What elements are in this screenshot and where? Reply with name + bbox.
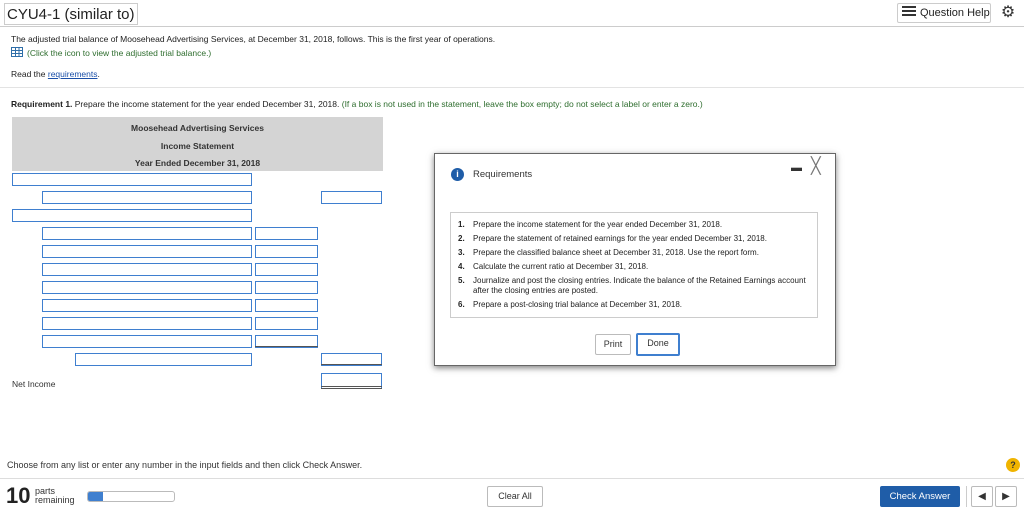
label-select[interactable] (12, 173, 252, 186)
page-title: CYU4-1 (similar to) (4, 3, 138, 25)
label-select[interactable] (75, 353, 252, 366)
item-number: 4. (458, 262, 465, 271)
table-icon[interactable] (11, 47, 23, 59)
item-number: 6. (458, 300, 465, 309)
footer-divider (0, 478, 1024, 479)
gear-icon[interactable]: ⚙ (1000, 4, 1016, 21)
label-select[interactable] (42, 227, 252, 240)
previous-button[interactable]: ◀ (971, 486, 993, 507)
label-select[interactable] (42, 317, 252, 330)
parts-remaining-count: 10 (6, 483, 31, 508)
parts-remaining-label (35, 487, 75, 505)
read-prefix: Read the (11, 69, 48, 79)
label-select[interactable] (42, 245, 252, 258)
progress-bar (87, 491, 175, 502)
subtotal-underline (255, 346, 318, 347)
clear-all-button[interactable]: Clear All (487, 486, 543, 507)
item-text: Prepare the statement of retained earnings for the year ended December 31, 2018. (473, 234, 767, 243)
instruction-text: Choose from any list or enter any number in the input fields and then click Check Answer. (7, 460, 363, 470)
dialog-title: Requirements (473, 169, 533, 180)
help-icon[interactable]: ? (1006, 458, 1020, 472)
label-select[interactable] (42, 263, 252, 276)
requirement-label: Requirement 1. (11, 99, 73, 109)
label-select[interactable] (42, 281, 252, 294)
total-underline (321, 364, 382, 365)
requirement-text: Prepare the income statement for the year ended December 31, 2018. (72, 99, 342, 109)
item-text: Prepare a post-closing trial balance at December 31, 2018. (473, 300, 683, 309)
statement-period: Year Ended December 31, 2018 (134, 158, 261, 168)
question-help-button[interactable] (897, 3, 991, 23)
amount-input[interactable] (321, 191, 382, 204)
amount-input[interactable] (255, 263, 318, 276)
section-divider (0, 87, 1024, 88)
parts-label: parts (35, 486, 56, 496)
list-icon (902, 4, 916, 22)
item-number: 5. (458, 276, 465, 285)
next-button[interactable]: ▶ (995, 486, 1017, 507)
statement-name: Income Statement (160, 141, 235, 151)
label-select[interactable] (42, 191, 252, 204)
question-help-label: Question Help (920, 7, 990, 19)
trial-balance-link-text: (Click the icon to view the adjusted trial balance.) (27, 48, 212, 58)
item-text: Journalize and post the closing entries. Indicate the balance of the Retained Earnings account after the closing entries are posted. (473, 276, 806, 295)
button-separator (966, 486, 967, 507)
company-name: Moosehead Advertising Services (131, 123, 264, 133)
header-divider (0, 26, 1024, 27)
label-select[interactable] (42, 335, 252, 348)
amount-input[interactable] (255, 299, 318, 312)
print-button[interactable]: Print (595, 334, 631, 355)
intro-text: The adjusted trial balance of Moosehead Advertising Services, at December 31, 2018, follows. This is the first year of operations. (11, 34, 496, 44)
close-icon[interactable]: ╳ (811, 158, 821, 175)
item-text: Prepare the income statement for the year ended December 31, 2018. (473, 220, 723, 229)
remaining-label: remaining (35, 495, 75, 505)
amount-input[interactable] (255, 227, 318, 240)
item-number: 1. (458, 220, 465, 229)
requirements-link[interactable]: requirements (47, 69, 98, 79)
requirement-note: (If a box is not used in the statement, leave the box empty; do not select a label or enter a zero.) (341, 99, 703, 109)
item-number: 2. (458, 234, 465, 243)
requirements-list (450, 212, 818, 318)
requirements-dialog (434, 153, 836, 366)
done-button[interactable]: Done (636, 333, 680, 356)
item-text: Prepare the classified balance sheet at December 31, 2018. Use the report form. (473, 248, 759, 257)
item-text: Calculate the current ratio at December 31, 2018. (473, 262, 649, 271)
double-underline-1 (321, 386, 382, 387)
statement-header (12, 117, 383, 171)
net-income-label: Net Income (12, 379, 56, 389)
trial-balance-link[interactable] (11, 47, 211, 59)
double-underline-2 (321, 388, 382, 389)
read-requirements (11, 69, 100, 79)
check-answer-button[interactable]: Check Answer (880, 486, 960, 507)
item-number: 3. (458, 248, 465, 257)
label-select[interactable] (12, 209, 252, 222)
amount-input[interactable] (255, 245, 318, 258)
amount-input[interactable] (255, 317, 318, 330)
label-select[interactable] (42, 299, 252, 312)
requirement-1 (11, 99, 703, 109)
minimize-icon[interactable]: ▬ (791, 162, 802, 174)
amount-input[interactable] (255, 281, 318, 294)
info-icon: i (451, 168, 464, 181)
progress-fill (88, 492, 103, 501)
read-suffix: . (97, 69, 100, 79)
